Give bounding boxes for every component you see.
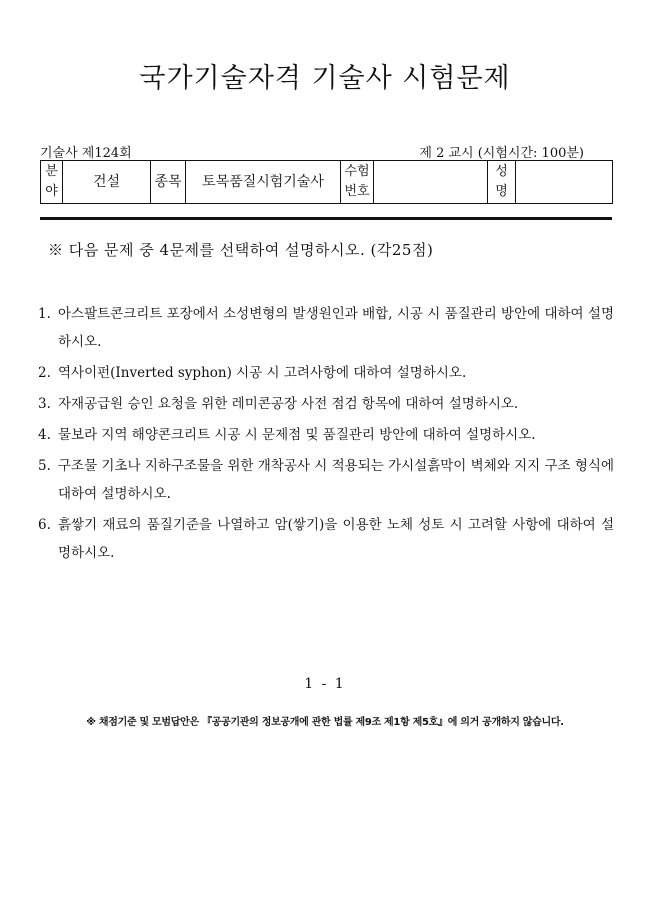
session-info: 제 2 교시 (시험시간: 100분)	[419, 146, 584, 161]
question-text: 흙쌓기 재료의 품질기준을 나열하고 암(쌓기)을 이용한 노체 성토 시 고려할 사항에 대하여 설명하시오.	[58, 517, 614, 561]
question-item	[38, 452, 614, 508]
question-number: 6.	[38, 517, 51, 533]
exam-info-table	[40, 160, 613, 204]
field-value: 건설	[63, 161, 151, 204]
name-label: 성 명	[488, 161, 516, 204]
question-item	[38, 359, 614, 387]
name-field[interactable]	[516, 161, 613, 204]
question-item	[38, 300, 614, 356]
question-text: 아스팔트콘크리트 포장에서 소성변형의 발생원인과 배합, 시공 시 품질관리 방안에 대하여 설명하시오.	[58, 306, 614, 350]
question-text: 물보라 지역 해양콘크리트 시공 시 문제점 및 품질관리 방안에 대하여 설명하시오.	[58, 427, 536, 443]
type-value: 토목품질시험기술사	[186, 161, 341, 204]
instruction-notice: ※ 다음 문제 중 4문제를 선택하여 설명하시오. (각25점)	[48, 241, 434, 259]
field-label: 분 야	[41, 161, 63, 204]
exam-round: 기술사 제124회	[40, 146, 132, 161]
question-item	[38, 511, 614, 567]
footer-note: ※ 채점기준 및 모범답안은 『공공기관의 정보공개에 관한 법률 제9조 제1항 제5호』에 의거 공개하지 않습니다.	[86, 717, 564, 728]
type-label: 종목	[151, 161, 186, 204]
question-text: 역사이펀(Inverted syphon) 시공 시 고려사항에 대하여 설명하시오.	[58, 365, 467, 381]
exam-info-row	[40, 142, 612, 160]
exam-id-field[interactable]	[374, 161, 488, 204]
question-number: 1.	[38, 306, 51, 322]
divider	[40, 217, 612, 220]
page-number: 1 - 1	[304, 676, 346, 692]
exam-id-label: 수험 번호	[341, 161, 374, 204]
question-number: 4.	[38, 427, 51, 443]
question-list	[38, 300, 614, 570]
question-item	[38, 390, 614, 418]
question-text: 구조물 기초나 지하구조물을 위한 개착공사 시 적용되는 가시설흙막이 벽체와 지지 구조 형식에 대하여 설명하시오.	[58, 458, 614, 502]
question-number: 5.	[38, 458, 51, 474]
question-number: 3.	[38, 396, 51, 412]
question-text: 자재공급원 승인 요청을 위한 레미콘공장 사전 점검 항목에 대하여 설명하시오.	[58, 396, 519, 412]
question-number: 2.	[38, 365, 51, 381]
table-row	[41, 161, 613, 204]
question-item	[38, 421, 614, 449]
document-title: 국가기술자격 기술사 시험문제	[139, 63, 511, 94]
